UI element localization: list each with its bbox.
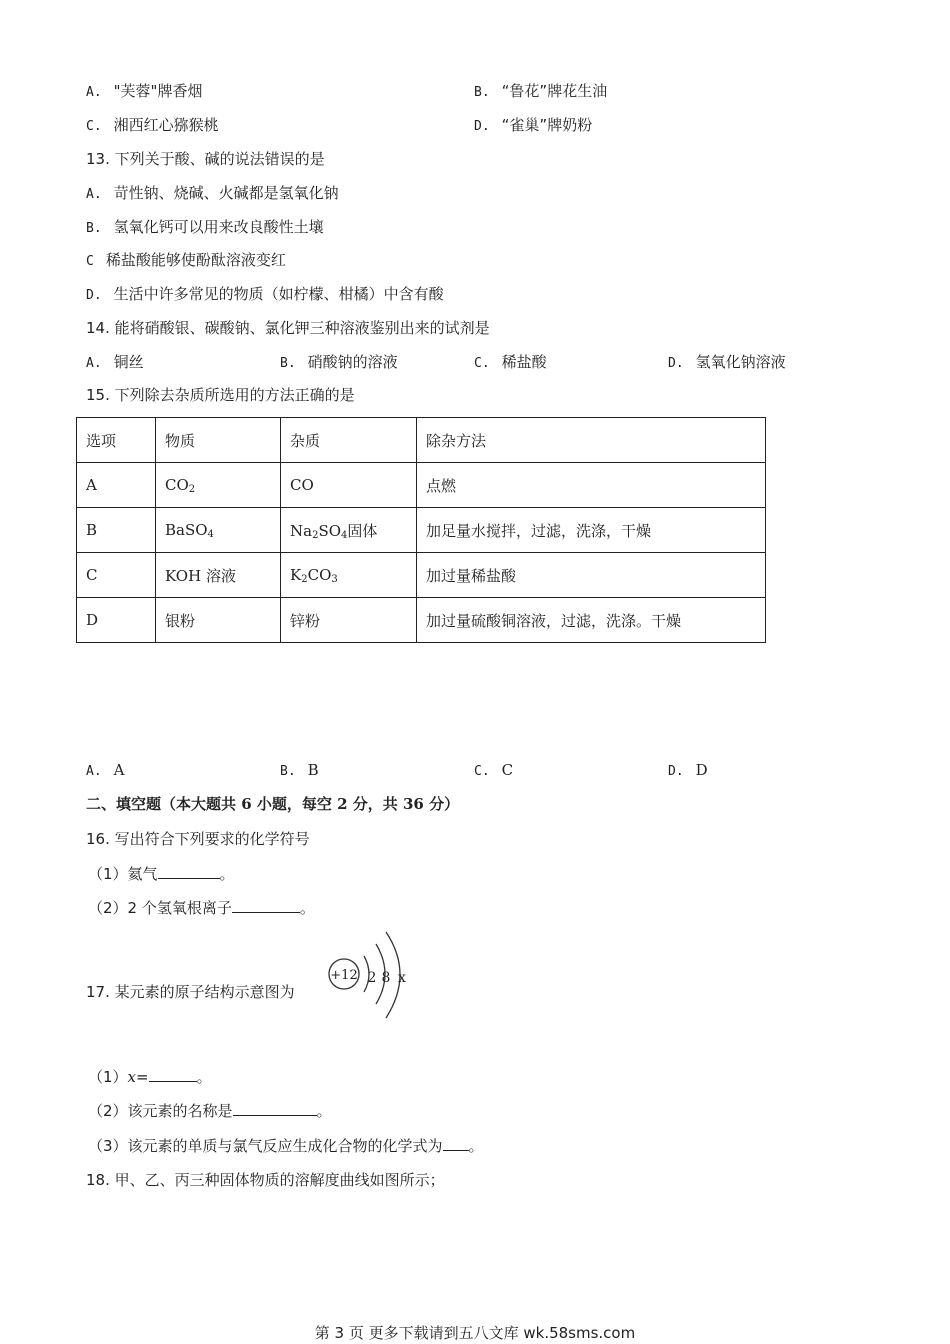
q14-option-c: C. 稀盐酸 [474, 353, 547, 371]
answer-blank[interactable] [443, 1136, 469, 1151]
q15-option-d: D. D [668, 761, 708, 779]
cell-substance: KOH 溶液 [156, 553, 281, 598]
header-cell: 选项 [77, 418, 156, 463]
table-row [77, 598, 766, 643]
table-row [77, 508, 766, 553]
q12-option-b: B. “鲁花”牌花生油 [474, 82, 608, 100]
cell-impurity: CO [281, 463, 417, 508]
header-cell: 杂质 [281, 418, 417, 463]
nucleus-charge: +12 [330, 968, 358, 983]
cell-substance: BaSO$_4$ [156, 508, 281, 553]
q14-stem: 14. 能将硝酸银、碳酸钠、氯化钾三种溶液鉴别出来的试剂是 [86, 319, 490, 337]
cell-method: 加过量硫酸铜溶液，过滤，洗涤。干燥 [417, 598, 766, 643]
q15-table [76, 417, 766, 643]
cell-option: D [77, 598, 156, 643]
q12-option-d: D. “雀巢”牌奶粉 [474, 116, 593, 134]
table-header-row [77, 418, 766, 463]
table-row [77, 463, 766, 508]
cell-option: C [77, 553, 156, 598]
shell-electron-count: 8 [381, 970, 391, 986]
shell-electron-count: x [398, 970, 406, 986]
cell-method: 点燃 [417, 463, 766, 508]
table-row [77, 553, 766, 598]
q15-option-c: C. C [474, 761, 514, 779]
q12-option-a: A. "芙蓉"牌香烟 [86, 82, 203, 100]
cell-option: A [77, 463, 156, 508]
q17-stem: 17. 某元素的原子结构示意图为 [86, 983, 295, 1001]
shell-electron-count: 2 [367, 970, 377, 986]
cell-option: B [77, 508, 156, 553]
cell-substance: 银粉 [156, 598, 281, 643]
q13-option-a: A. 苛性钠、烧碱、火碱都是氢氧化钠 [86, 184, 339, 202]
q14-option-a: A. 铜丝 [86, 353, 144, 371]
cell-impurity: $K_2CO_3$ [281, 553, 417, 598]
q15-stem: 15. 下列除去杂质所选用的方法正确的是 [86, 386, 355, 404]
cell-method: 加过量稀盐酸 [417, 553, 766, 598]
q13-option-c: C 稀盐酸能够使酚酞溶液变红 [86, 251, 286, 269]
q13-option-d: D. 生活中许多常见的物质（如柠檬、柑橘）中含有酸 [86, 285, 444, 303]
header-cell: 除杂方法 [417, 418, 766, 463]
answer-blank[interactable] [149, 1067, 197, 1082]
q16-part-2: （2）2 个氢氧根离子 。 [88, 899, 315, 917]
cell-impurity: 锌粉 [281, 598, 417, 643]
q16-part-1: （1）氦气 。 [88, 865, 235, 883]
cell-method: 加足量水搅拌，过滤，洗涤，干燥 [417, 508, 766, 553]
q12-option-c: C. 湘西红心猕猴桃 [86, 116, 219, 134]
answer-blank[interactable] [233, 1101, 317, 1116]
q16-stem: 16. 写出符合下列要求的化学符号 [86, 830, 310, 848]
q15-option-a: A. A [86, 761, 125, 779]
cell-substance: $CO_2$ [156, 463, 281, 508]
q13-stem: 13. 下列关于酸、碱的说法错误的是 [86, 150, 325, 168]
section-heading: 二、填空题（本大题共 6 小题，每空 2 分，共 36 分） [86, 795, 460, 813]
page-footer: 第 3 页 更多下载请到五八文库 wk.58sms.com [314, 1324, 636, 1342]
q17-part-2: （2）该元素的名称是 。 [88, 1102, 332, 1120]
q17-part-1: （1）x= 。 [88, 1068, 212, 1086]
answer-blank[interactable] [232, 898, 300, 913]
q14-option-b: B. 硝酸钠的溶液 [280, 353, 398, 371]
header-cell: 物质 [156, 418, 281, 463]
q17-part-3: （3）该元素的单质与氯气反应生成化合物的化学式为 。 [88, 1137, 484, 1155]
q13-option-b: B. 氢氧化钙可以用来改良酸性土壤 [86, 218, 324, 236]
cell-impurity: $Na_2SO_4$固体 [281, 508, 417, 553]
atomic-structure-diagram [326, 928, 416, 1022]
q14-option-d: D. 氢氧化钠溶液 [668, 353, 786, 371]
q15-option-b: B. B [280, 761, 319, 779]
answer-blank[interactable] [158, 864, 220, 879]
q18-stem: 18. 甲、乙、丙三种固体物质的溶解度曲线如图所示； [86, 1171, 445, 1189]
